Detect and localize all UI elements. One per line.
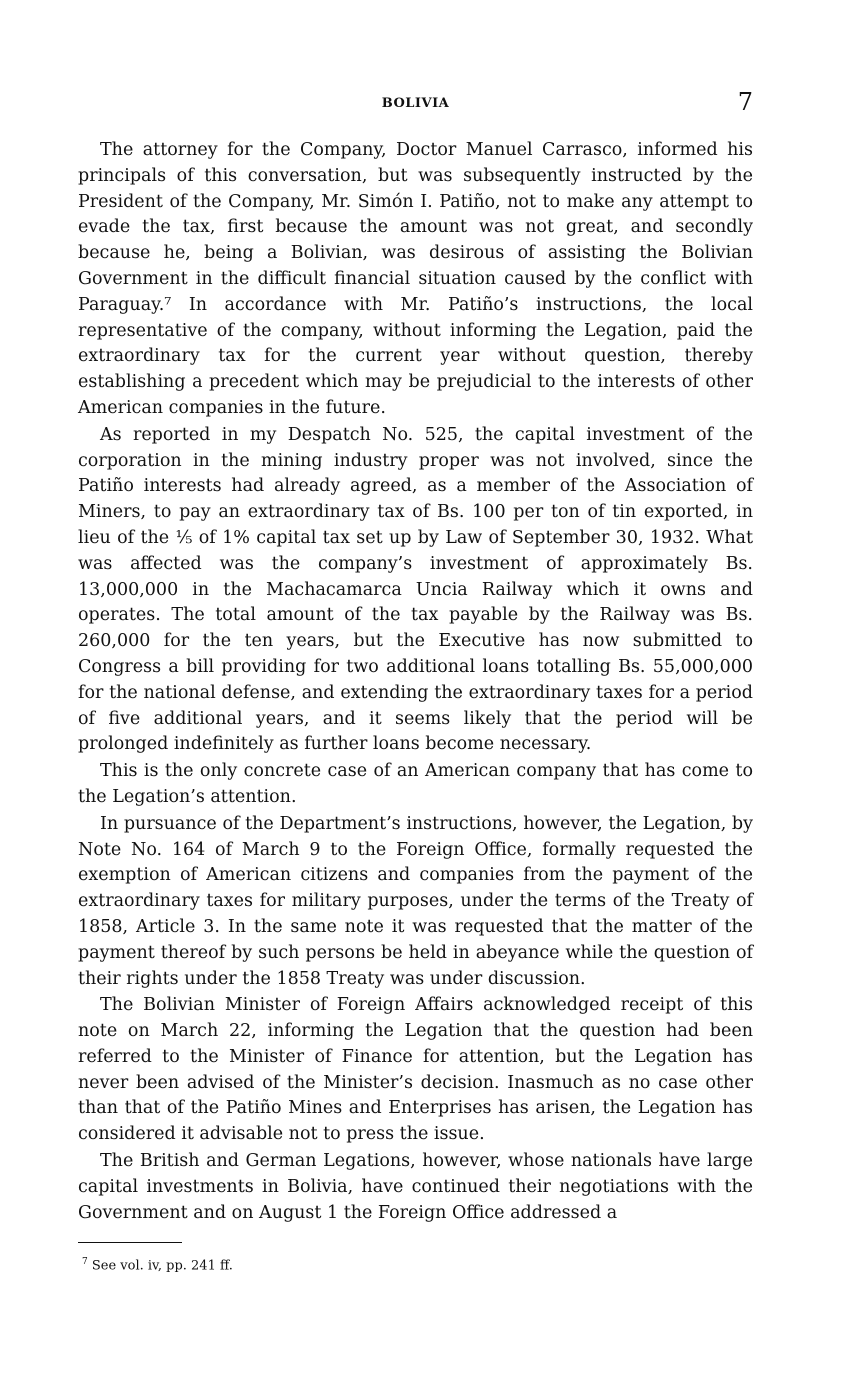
body-text [78, 138, 753, 1226]
paragraph-1: The attorney for the Company, Doctor Manuel Carrasco, informed his principals of this conversation, but was subsequently instructed by the President of the Company, Mr. Simón I. Patiño, not to make any attempt to evade the tax, first because the amount was not great, and secondly because he, being a Bolivian, was desirous of assisting the Bolivian Government in the difficult financial situation caused by the conflict with Paraguay.⁷ In accordance with Mr. Patiño’s instructions, the local representative of the company, without informing the Legation, paid the extraordinary tax for the current year without question, thereby establishing a precedent which may be prejudicial to the interests of other American companies in the future. [78, 140, 753, 418]
paragraph-4: In pursuance of the Department’s instructions, however, the Legation, by Note No. 164 of March 9 to the Foreign Office, formally requested the exemption of American citizens and companies from the payment of the extraordinary taxes for military purposes, under the terms of the Treaty of 1858, Article 3. In the same note it was requested that the matter of the payment thereof by such persons be held in abeyance while the question of their rights under the 1858 Treaty was under discussion. [78, 813, 753, 989]
running-head [78, 88, 753, 124]
footnote [78, 1253, 753, 1275]
paragraph-3: This is the only concrete case of an American company that has come to the Legation’s attention. [78, 761, 753, 807]
footnote-text: See vol. iv, pp. 241 ff. [91, 1258, 233, 1274]
page-number: 7 [737, 88, 753, 116]
paragraph-2: As reported in my Despatch No. 525, the capital investment of the corporation in the mining industry proper was not involved, since the Patiño interests had already agreed, as a member of the Association of Miners, to pay an extraordinary tax of Bs. 100 per ton of tin exported, in lieu of the ⅕ of 1% capital tax set up by Law of September 30, 1932. What was affected was the company’s investment of approximately Bs. 13,000,000 in the Machacamarca Uncia Railway which it owns and operates. The total amount of the tax payable by the Railway was Bs. 260,000 for the ten years, but the Executive has now submitted to Congress a bill providing for two additional loans totalling Bs. 55,000,000 for the national defense, and extending the extraordinary taxes for a period of five additional years, and it seems likely that the period will be prolonged indefinitely as further loans become necessary. [78, 424, 753, 755]
footnote-marker: 7 [82, 1257, 88, 1268]
footnote-divider [78, 1242, 182, 1243]
running-head-title: BOLIVIA [381, 96, 450, 111]
paragraph-5: The Bolivian Minister of Foreign Affairs acknowledged receipt of this note on March 22, informing the Legation that the question had been referred to the Minister of Finance for attention, but the Legation has never been advised of the Minister’s decision. Inasmuch as no case other than that of the Patiño Mines and Enterprises has arisen, the Legation has considered it advisable not to press the issue. [78, 995, 753, 1145]
document-page [78, 88, 753, 1276]
paragraph-6: The British and German Legations, however, whose nationals have large capital investments in Bolivia, have continued their negotiations with the Government and on August 1 the Foreign Office addressed a [78, 1151, 753, 1223]
